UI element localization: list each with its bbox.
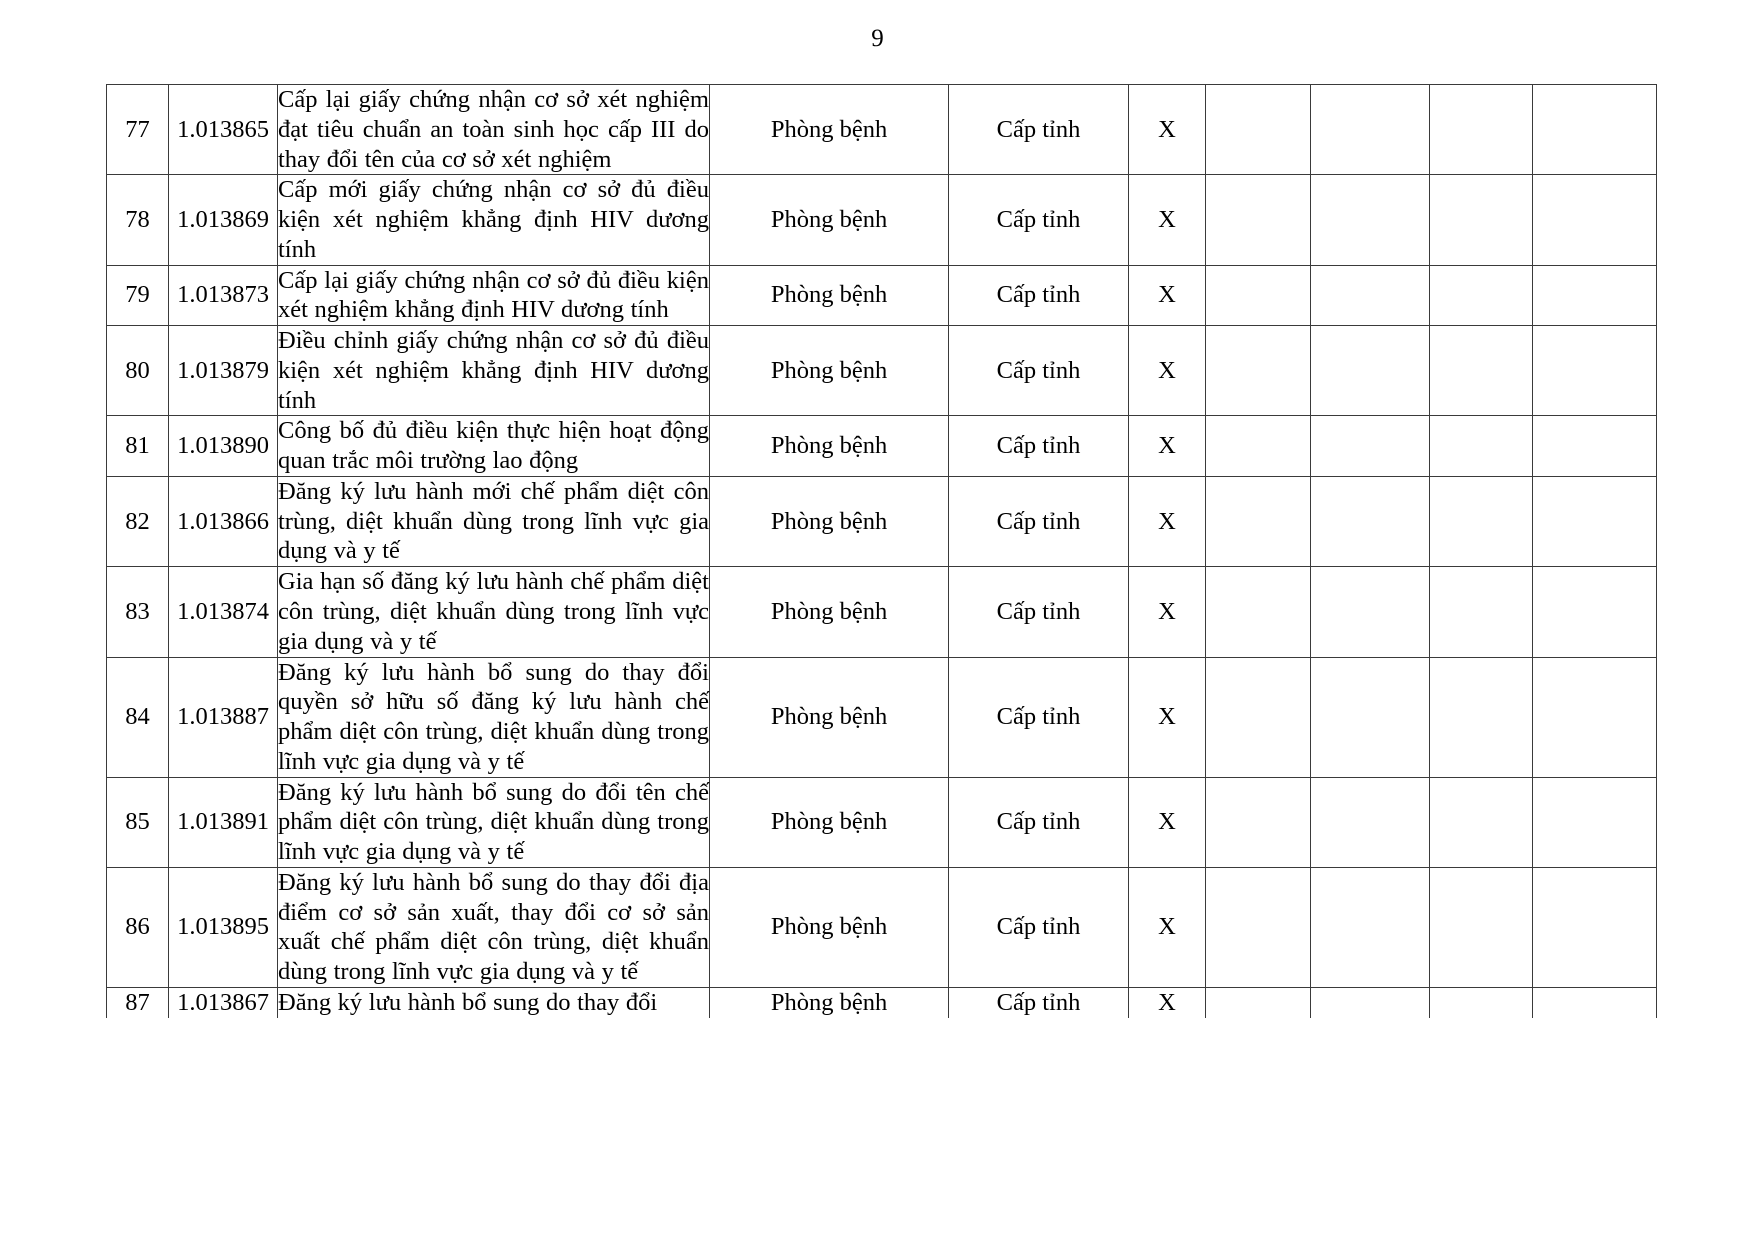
cell-procedure-code: 1.013869 (169, 175, 278, 265)
cell-mark-x: X (1129, 987, 1206, 1017)
cell-blank-1 (1206, 567, 1311, 657)
cell-sequence-number: 82 (107, 476, 169, 566)
cell-mark-x: X (1129, 265, 1206, 326)
cell-blank-1 (1206, 416, 1311, 477)
cell-blank-4 (1533, 476, 1657, 566)
cell-blank-4 (1533, 416, 1657, 477)
administrative-procedures-table (106, 84, 1657, 1018)
cell-administrative-level: Cấp tỉnh (949, 567, 1129, 657)
page-number: 9 (871, 25, 884, 52)
cell-blank-1 (1206, 657, 1311, 777)
table-row (107, 265, 1657, 326)
cell-sequence-number: 85 (107, 777, 169, 867)
cell-procedure-code: 1.013891 (169, 777, 278, 867)
cell-blank-4 (1533, 867, 1657, 987)
cell-procedure-code: 1.013887 (169, 657, 278, 777)
cell-field-category: Phòng bệnh (710, 657, 949, 777)
cell-procedure-name (278, 657, 710, 777)
procedures-table-container (106, 84, 1656, 1018)
cell-blank-3 (1430, 416, 1533, 477)
cell-blank-2 (1311, 777, 1430, 867)
cell-blank-3 (1430, 567, 1533, 657)
cell-mark-x: X (1129, 867, 1206, 987)
cell-blank-1 (1206, 265, 1311, 326)
cell-mark-x: X (1129, 476, 1206, 566)
cell-procedure-name (278, 777, 710, 867)
cell-blank-1 (1206, 867, 1311, 987)
cell-procedure-code: 1.013879 (169, 326, 278, 416)
procedure-name-text: Đăng ký lưu hành bổ sung do thay đổi quyền sở hữu số đăng ký lưu hành chế phẩm diệt côn trùng, diệt khuẩn dùng trong lĩnh vực gia dụng và y tế (278, 658, 709, 775)
cell-mark-x: X (1129, 416, 1206, 477)
cell-mark-x: X (1129, 657, 1206, 777)
table-row (107, 85, 1657, 175)
cell-procedure-code: 1.013865 (169, 85, 278, 175)
cell-field-category: Phòng bệnh (710, 567, 949, 657)
cell-procedure-code: 1.013866 (169, 476, 278, 566)
cell-sequence-number: 83 (107, 567, 169, 657)
cell-mark-x: X (1129, 85, 1206, 175)
cell-procedure-name (278, 867, 710, 987)
table-row (107, 476, 1657, 566)
cell-administrative-level: Cấp tỉnh (949, 657, 1129, 777)
cell-sequence-number: 86 (107, 867, 169, 987)
cell-field-category: Phòng bệnh (710, 265, 949, 326)
cell-mark-x: X (1129, 777, 1206, 867)
table-row (107, 567, 1657, 657)
cell-administrative-level: Cấp tỉnh (949, 867, 1129, 987)
cell-administrative-level: Cấp tỉnh (949, 476, 1129, 566)
cell-blank-3 (1430, 326, 1533, 416)
cell-field-category: Phòng bệnh (710, 175, 949, 265)
table-row (107, 867, 1657, 987)
cell-blank-1 (1206, 476, 1311, 566)
cell-field-category: Phòng bệnh (710, 987, 949, 1017)
table-row (107, 416, 1657, 477)
cell-administrative-level: Cấp tỉnh (949, 416, 1129, 477)
cell-mark-x: X (1129, 326, 1206, 416)
cell-blank-3 (1430, 777, 1533, 867)
cell-blank-2 (1311, 175, 1430, 265)
cell-procedure-name (278, 987, 710, 1017)
cell-blank-4 (1533, 265, 1657, 326)
cell-blank-4 (1533, 175, 1657, 265)
cell-field-category: Phòng bệnh (710, 326, 949, 416)
table-row (107, 657, 1657, 777)
cell-field-category: Phòng bệnh (710, 867, 949, 987)
cell-blank-4 (1533, 657, 1657, 777)
cell-procedure-name (278, 567, 710, 657)
cell-procedure-code: 1.013874 (169, 567, 278, 657)
procedure-name-text: Đăng ký lưu hành bổ sung do thay đổi (278, 988, 658, 1016)
cell-blank-3 (1430, 987, 1533, 1017)
cell-blank-1 (1206, 85, 1311, 175)
procedure-name-text: Cấp mới giấy chứng nhận cơ sở đủ điều kiện xét nghiệm khẳng định HIV dương tính (278, 176, 709, 263)
cell-mark-x: X (1129, 567, 1206, 657)
cell-blank-4 (1533, 777, 1657, 867)
cell-blank-3 (1430, 867, 1533, 987)
procedure-name-text: Cấp lại giấy chứng nhận cơ sở đủ điều kiện xét nghiệm khẳng định HIV dương tính (278, 266, 709, 324)
cell-field-category: Phòng bệnh (710, 777, 949, 867)
cell-blank-2 (1311, 567, 1430, 657)
cell-blank-3 (1430, 175, 1533, 265)
cell-administrative-level: Cấp tỉnh (949, 987, 1129, 1017)
cell-blank-4 (1533, 987, 1657, 1017)
cell-sequence-number: 79 (107, 265, 169, 326)
procedure-name-text: Điều chỉnh giấy chứng nhận cơ sở đủ điều kiện xét nghiệm khẳng định HIV dương tính (278, 327, 709, 414)
cell-procedure-code: 1.013867 (169, 987, 278, 1017)
table-row (107, 987, 1657, 1017)
cell-blank-2 (1311, 265, 1430, 326)
cell-procedure-name (278, 175, 710, 265)
cell-sequence-number: 78 (107, 175, 169, 265)
cell-blank-3 (1430, 85, 1533, 175)
cell-blank-1 (1206, 987, 1311, 1017)
cell-blank-3 (1430, 476, 1533, 566)
table-row (107, 326, 1657, 416)
cell-blank-2 (1311, 85, 1430, 175)
procedure-name-text: Đăng ký lưu hành bổ sung do đổi tên chế phẩm diệt côn trùng, diệt khuẩn dùng trong lĩnh vực gia dụng và y tế (278, 778, 709, 866)
procedure-name-text: Đăng ký lưu hành bổ sung do thay đổi địa điểm cơ sở sản xuất, thay đổi cơ sở sản xuất chế phẩm diệt côn trùng, diệt khuẩn dùng trong lĩnh vực gia dụng và y tế (278, 868, 709, 986)
cell-sequence-number: 77 (107, 85, 169, 175)
cell-sequence-number: 81 (107, 416, 169, 477)
cell-blank-3 (1430, 265, 1533, 326)
table-row (107, 777, 1657, 867)
cell-blank-1 (1206, 175, 1311, 265)
cell-procedure-code: 1.013890 (169, 416, 278, 477)
table-body (107, 85, 1657, 1018)
cell-blank-2 (1311, 326, 1430, 416)
cell-field-category: Phòng bệnh (710, 476, 949, 566)
procedure-name-text: Đăng ký lưu hành mới chế phẩm diệt côn trùng, diệt khuẩn dùng trong lĩnh vực gia dụng và y tế (278, 477, 709, 565)
cell-procedure-name (278, 476, 710, 566)
cell-administrative-level: Cấp tỉnh (949, 265, 1129, 326)
cell-blank-4 (1533, 567, 1657, 657)
cell-blank-2 (1311, 476, 1430, 566)
cell-blank-2 (1311, 987, 1430, 1017)
procedure-name-text: Công bố đủ điều kiện thực hiện hoạt động quan trắc môi trường lao động (278, 417, 709, 475)
cell-administrative-level: Cấp tỉnh (949, 85, 1129, 175)
cell-blank-2 (1311, 416, 1430, 477)
procedure-name-text: Gia hạn số đăng ký lưu hành chế phẩm diệt côn trùng, diệt khuẩn dùng trong lĩnh vực gia dụng và y tế (278, 568, 709, 655)
cell-procedure-code: 1.013873 (169, 265, 278, 326)
table-row (107, 175, 1657, 265)
cell-administrative-level: Cấp tỉnh (949, 777, 1129, 867)
cell-blank-1 (1206, 777, 1311, 867)
cell-procedure-code: 1.013895 (169, 867, 278, 987)
cell-blank-2 (1311, 867, 1430, 987)
procedure-name-text: Cấp lại giấy chứng nhận cơ sở xét nghiệm đạt tiêu chuẩn an toàn sinh học cấp III do thay đổi tên của cơ sở xét nghiệm (278, 86, 709, 173)
cell-blank-4 (1533, 85, 1657, 175)
cell-procedure-name (278, 416, 710, 477)
cell-field-category: Phòng bệnh (710, 416, 949, 477)
cell-sequence-number: 87 (107, 987, 169, 1017)
cell-field-category: Phòng bệnh (710, 85, 949, 175)
cell-procedure-name (278, 85, 710, 175)
cell-blank-2 (1311, 657, 1430, 777)
cell-blank-4 (1533, 326, 1657, 416)
cell-administrative-level: Cấp tỉnh (949, 175, 1129, 265)
cell-sequence-number: 80 (107, 326, 169, 416)
cell-sequence-number: 84 (107, 657, 169, 777)
cell-mark-x: X (1129, 175, 1206, 265)
cell-procedure-name (278, 265, 710, 326)
cell-blank-1 (1206, 326, 1311, 416)
cell-procedure-name (278, 326, 710, 416)
cell-blank-3 (1430, 657, 1533, 777)
cell-administrative-level: Cấp tỉnh (949, 326, 1129, 416)
